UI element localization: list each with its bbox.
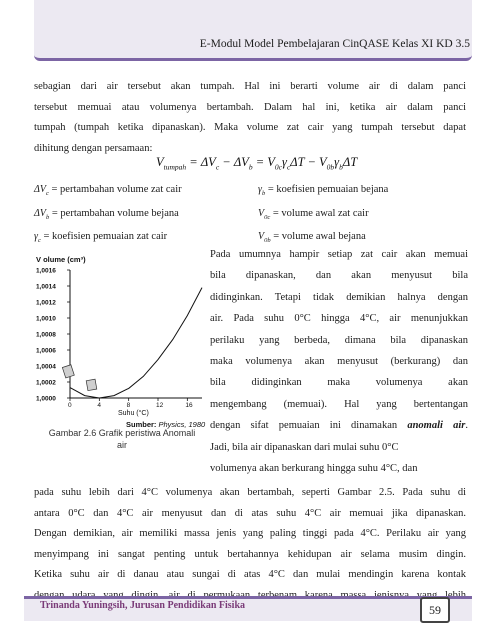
text-line: bila didinginkan maka volumenya akan [210, 377, 468, 389]
text-line: bila dipanaskan, dan akan menyusut bila [210, 270, 468, 282]
text-line: maka volumenya akan menyusut (berkurang) dan [210, 355, 468, 367]
x-tick-label: 16 [185, 402, 193, 409]
text-line-anomali: dengan sifat pemuaian ini dinamakan anomali air. [210, 420, 468, 432]
y-tick-label: 1,0016 [36, 267, 56, 275]
figure-source: Sumber: Physics, 1980 [126, 420, 206, 429]
text-line: air. Pada suhu 0°C hingga 4°C, air menunjukkan [210, 313, 468, 325]
footer-author: Trinanda Yuningsih, Jurusan Pendidikan Fisika [40, 600, 245, 611]
x-tick-label: 4 [97, 402, 101, 409]
definition-gamma-b: $\gamma_b$ = koefisien pemuaian bejana [258, 184, 389, 197]
right-column-text [210, 244, 468, 479]
y-tick-label: 1,0002 [36, 379, 56, 387]
text-line: tumpah (tumpah ketika dipanaskan). Maka volume zat cair yang tumpah tersebut dapat [34, 122, 466, 134]
header-band [34, 0, 472, 61]
bottom-paragraph [34, 483, 466, 607]
y-tick-label: 1,0014 [36, 283, 56, 291]
definition-v0b: $V_{0b}$ = volume awal bejana [258, 231, 366, 244]
anomaly-graph-figure [30, 252, 210, 452]
text-line: mengembang (memuai). Hal yang bertentangan [210, 398, 468, 410]
y-tick-label: 1,0006 [36, 347, 56, 355]
y-tick-label: 1,0010 [36, 315, 56, 323]
chart-x-label: Suhu (°C) [118, 410, 149, 417]
anomaly-chart [30, 252, 210, 422]
page-header-title: E-Modul Model Pembelajaran CinQASE Kelas XI KD 3.5 [199, 38, 470, 50]
figure-caption: Gambar 2.6 Grafik peristiwa Anomali air [48, 428, 196, 450]
chart-y-label: V olume (cm³) [36, 255, 86, 264]
ice-cube-icon-2 [86, 379, 97, 390]
y-tick-label: 1,0012 [36, 299, 56, 307]
x-tick-label: 12 [156, 402, 164, 409]
y-tick-label: 1,0008 [36, 331, 56, 339]
text-line: perilaku yang berbeda, dimana bila dipanaskan [210, 334, 468, 346]
page-number: 59 [420, 597, 450, 623]
text-line: volumenya akan berkurang hingga suhu 4°C, dan [210, 462, 418, 474]
definition-delta-vb: $\Delta V_b$ = pertambahan volume bejana [34, 208, 179, 221]
x-tick-label: 8 [126, 402, 131, 409]
text-line: Jadi, bila air dipanaskan dari mulai suhu 0°C [210, 441, 399, 453]
text-line: pada suhu lebih dari 4°C volumenya akan bertambah, seperti Gambar 2.5. Pada suhu di [34, 487, 466, 498]
definition-delta-vc: $\Delta V_c$ = pertambahan volume zat cair [34, 184, 182, 197]
y-tick-label: 1,0000 [36, 395, 56, 403]
text-line: dihitung dengan persamaan: [34, 143, 153, 155]
text-line: tersebut memuai atau volumenya bertambah. Dalam hal ini, ketika air dalam panci [34, 101, 466, 113]
definition-v0c: $V_{0c}$ = volume awal zat cair [258, 208, 369, 221]
text-line: Dengan demikian, air memiliki massa jenis yang paling tinggi pada 4°C. Perilaku air yang [34, 528, 466, 540]
ice-cube-icon-1 [62, 365, 74, 378]
intro-paragraph [34, 77, 466, 160]
anomali-term: anomali air [407, 420, 466, 432]
overflow-volume-formula: $V_{tumpah} = \Delta V_c - \Delta V_b = V_{0c}\gamma_c\Delta T - V_{0b}\gamma_b\Delta T$ [156, 155, 358, 172]
definition-gamma-c: $\gamma_c$ = koefisien pemuaian zat cair [34, 231, 168, 244]
text-line: didinginkan. Tetapi tidak demikian halnya dengan [210, 291, 468, 303]
text-line: menyimpang ini sangat penting untuk bertahannya kehidupan air selama musim dingin. [34, 548, 466, 560]
text-line: Ketika suhu air di danau atau sungai di atas 4°C dan mulai mendingin karena kontak [34, 569, 466, 581]
text-line: Pada umumnya hampir setiap zat cair akan memuai [210, 249, 468, 260]
text-line: sebagian dari air tersebut akan tumpah. Hal ini berarti volume air di dalam panci [34, 81, 466, 92]
text-line: antara 0°C dan 4°C air menyusut dan di atas suhu 4°C air memuai jika dipanaskan. [34, 507, 466, 519]
x-tick-label: 0 [68, 402, 72, 409]
y-tick-label: 1,0004 [36, 363, 56, 371]
